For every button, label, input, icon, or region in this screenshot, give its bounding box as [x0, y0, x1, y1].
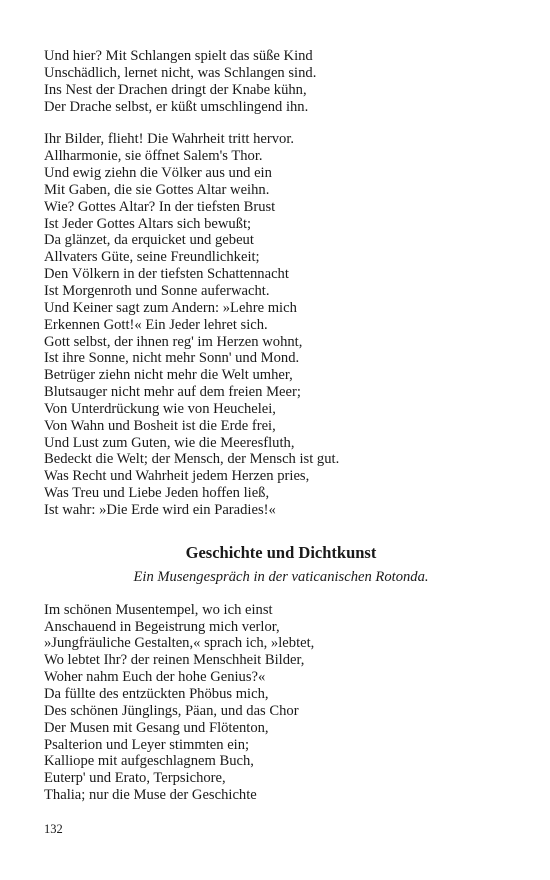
verse-line: Wo lebtet Ihr? der reinen Menschheit Bilder,: [44, 652, 305, 669]
verse-line: Und Lust zum Guten, wie die Meeresfluth,: [44, 434, 295, 451]
verse-line: Thalia; nur die Muse der Geschichte: [44, 787, 257, 804]
verse-line: Ist ihre Sonne, nicht mehr Sonn' und Mond.: [44, 350, 300, 367]
poem-subtitle: Ein Musengespräch in der vaticanischen Rotonda.: [133, 568, 429, 585]
verse-line: Ins Nest der Drachen dringt der Knabe kühn,: [44, 81, 307, 98]
verse-line: Des schönen Jünglings, Päan, und das Chor: [44, 702, 299, 719]
stanza-1: [44, 48, 514, 115]
verse-line: Allvaters Güte, seine Freundlichkeit;: [44, 249, 260, 266]
verse-line: Was Treu und Liebe Jeden hoffen ließ,: [44, 485, 270, 502]
page-number: 132: [44, 822, 63, 836]
verse-line: »Jungfräuliche Gestalten,« sprach ich, »lebtet,: [44, 635, 315, 652]
verse-line: Blutsauger nicht mehr auf dem freien Meer;: [44, 384, 301, 401]
stanza-3: [44, 602, 514, 804]
verse-line: Von Unterdrückung wie von Heuchelei,: [44, 400, 276, 417]
verse-line: Erkennen Gott!« Ein Jeder lehret sich.: [44, 316, 268, 333]
verse-line: Der Musen mit Gesang und Flötenton,: [44, 719, 269, 736]
verse-line: Ihr Bilder, flieht! Die Wahrheit tritt hervor.: [44, 131, 295, 148]
verse-line: Im schönen Musentempel, wo ich einst: [44, 601, 273, 618]
verse-line: Kalliope mit aufgeschlagnem Buch,: [44, 753, 254, 770]
verse-line: Woher nahm Euch der hohe Genius?«: [44, 669, 266, 686]
verse-line: Bedeckt die Welt; der Mensch, der Mensch ist gut.: [44, 451, 340, 468]
page-body: [44, 48, 514, 804]
verse-line: Psalterion und Leyer stimmten ein;: [44, 736, 250, 753]
verse-line: Ist Jeder Gottes Altars sich bewußt;: [44, 215, 252, 232]
poem-title: Geschichte und Dichtkunst: [185, 542, 377, 562]
verse-line: Betrüger ziehn nicht mehr die Welt umher,: [44, 367, 293, 384]
verse-line: Da füllte des entzückten Phöbus mich,: [44, 686, 269, 702]
verse-line: Anschauend in Begeistrung mich verlor,: [44, 618, 280, 635]
verse-line: Allharmonie, sie öffnet Salem's Thor.: [44, 148, 263, 165]
verse-line: Da glänzet, da erquicket und gebeut: [44, 232, 254, 249]
verse-line: Ist wahr: »Die Erde wird ein Paradies!«: [44, 501, 276, 518]
verse-line: Mit Gaben, die sie Gottes Altar weihn.: [44, 181, 270, 198]
verse-line: Wie? Gottes Altar? In der tiefsten Brust: [44, 198, 276, 215]
title-break: [44, 586, 514, 602]
verse-line: Den Völkern in der tiefsten Schattennacht: [44, 266, 289, 283]
verse-line: Von Wahn und Bosheit ist die Erde frei,: [44, 417, 276, 434]
stanza-2: [44, 131, 514, 518]
stanza-break: [44, 115, 514, 131]
verse-line: Und ewig ziehn die Völker aus und ein: [44, 165, 272, 182]
verse-line: Der Drache selbst, er küßt umschlingend ihn.: [44, 98, 309, 115]
verse-line: Euterp' und Erato, Terpsichore,: [44, 770, 226, 787]
verse-line: Gott selbst, der ihnen reg' im Herzen wohnt,: [44, 333, 303, 350]
verse-line: Und Keiner sagt zum Andern: »Lehre mich: [44, 299, 297, 316]
verse-line: Ist Morgenroth und Sonne auferwacht.: [44, 282, 270, 299]
verse-line: Unschädlich, lernet nicht, was Schlangen sind.: [44, 64, 317, 81]
verse-line: Was Recht und Wahrheit jedem Herzen pries,: [44, 468, 310, 485]
verse-line: Und hier? Mit Schlangen spielt das süße Kind: [44, 48, 313, 64]
